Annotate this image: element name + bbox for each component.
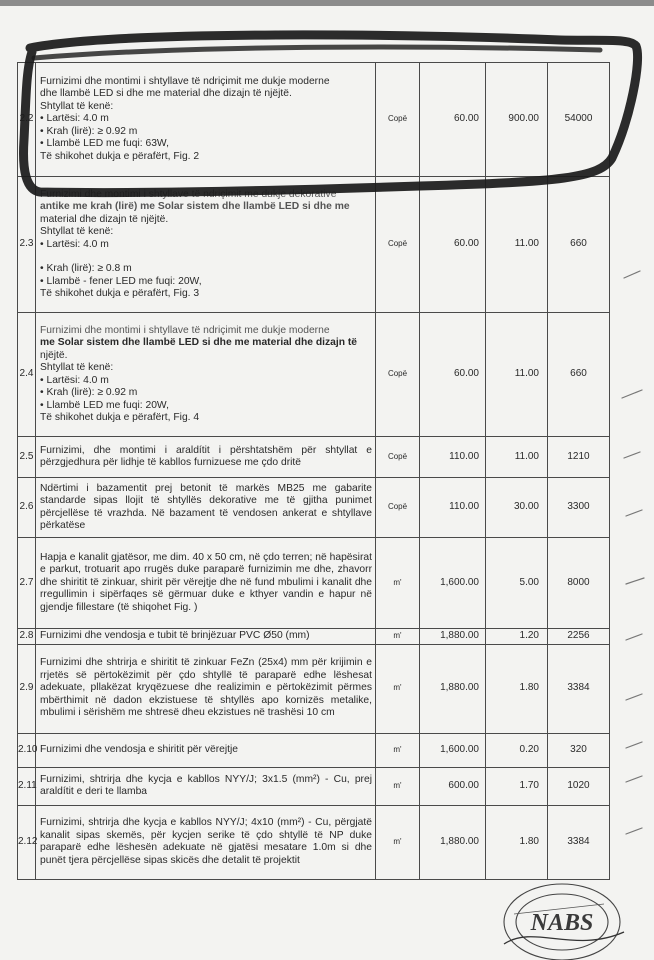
row-number: 2.8 [18,629,36,645]
row-number: 2.9 [18,644,36,733]
row-quantity: 60.00 [420,63,486,177]
row-quantity: 1,880.00 [420,629,486,645]
row-total: 2256 [548,629,610,645]
row-total: 660 [548,177,610,313]
table-row [18,538,610,629]
row-unit-price: 11.00 [486,313,548,437]
row-description: Furnizimi, dhe montimi i araldítit i përshtatshëm për shtyllat e përzgjedhura për lidhje të kabllos furnizuese me çdo dritë [36,437,376,478]
row-description: Furnizimi dhe vendosja e tubit të brinjëzuar PVC Ø50 (mm) [36,629,376,645]
row-quantity: 1,880.00 [420,805,486,879]
table-row [18,629,610,645]
row-total: 54000 [548,63,610,177]
row-unit-price: 1.80 [486,644,548,733]
row-number: 2.6 [18,478,36,538]
row-total: 3384 [548,644,610,733]
row-description: Furnizimi, shtrirja dhe kycja e kabllos NYY/J; 3x1.5 (mm²) - Cu, prej araldítit e deri te llamba [36,767,376,805]
row-unit-price: 11.00 [486,437,548,478]
row-total: 1210 [548,437,610,478]
row-unit: Copë [376,177,420,313]
row-unit-price: 0.20 [486,733,548,767]
bill-of-quantities-table [17,62,610,880]
row-unit: Copë [376,313,420,437]
row-description: Hapja e kanalit gjatësor, me dim. 40 x 50 cm, në çdo terren; në hapësirat e parkut, trotuarit apo rrugës duke paraparë furnizimin me dhe, zhavorr dhe shiritit të zinkuar, shirit për vërejtje dhe në fund mbulimi i kanalit dhe rregullimin i sipërfaqes së gërmuar duke e kthyer vandin e hapur në gjendje fillestare (të shiqohet Fig. ) [36,538,376,629]
table-row [18,478,610,538]
row-description: Furnizimi dhe montimi i shtyllave të ndriçimit me dukje moderne me Solar sistem dhe llambë LED si dhe me material dhe dizajn të njëjtë. Shtyllat të kenë: • Lartësi: 4.0 m • Krah (lirë): ≥ 0.92 m • Llambë LED me fuqi: 20W, Të shikohet dukja e përafërt, Fig. 4 [36,313,376,437]
row-unit-price: 900.00 [486,63,548,177]
row-unit: m' [376,733,420,767]
stamp-logo-text: NABS [530,910,594,936]
row-quantity: 1,880.00 [420,644,486,733]
row-total: 660 [548,313,610,437]
table-row [18,644,610,733]
table-row [18,313,610,437]
row-number: 2.5 [18,437,36,478]
row-unit: m' [376,629,420,645]
row-description: Furnizimi dhe vendosja e shiritit për vërejtje [36,733,376,767]
row-total: 320 [548,733,610,767]
row-description: Furnizimi dhe montimi i shtyllave të ndriçimit me dukje moderne dhe llambë LED si dhe me material dhe dizajn të njëjtë. Shtyllat të kenë: • Lartësi: 4.0 m • Krah (lirë): ≥ 0.92 m • Llambë LED me fuqi: 63W, Të shikohet dukja e përafërt, Fig. 2 [36,63,376,177]
row-unit: m' [376,767,420,805]
row-number: 2.12 [18,805,36,879]
company-stamp [484,874,634,960]
row-unit-price: 1.70 [486,767,548,805]
row-unit-price: 5.00 [486,538,548,629]
row-quantity: 60.00 [420,313,486,437]
row-unit-price: 11.00 [486,177,548,313]
row-number: 2.7 [18,538,36,629]
row-description: Furnizimi dhe montimi i shtyllave të ndriçimit me dukje dekorative antike me krah (lirë) me Solar sistem dhe llambë LED si dhe me material dhe dizajn të njëjtë. Shtyllat të kenë: • Lartësi: 4.0 m • Krah (lirë): ≥ 0.8 m • Llambë - fener LED me fuqi: 20W, Të shikohet dukja e përafërt, Fig. 3 [36,177,376,313]
row-number: 2.10 [18,733,36,767]
row-quantity: 600.00 [420,767,486,805]
row-quantity: 110.00 [420,478,486,538]
row-quantity: 110.00 [420,437,486,478]
row-quantity: 60.00 [420,177,486,313]
table-row [18,63,610,177]
row-unit: Copë [376,437,420,478]
row-unit: Copë [376,63,420,177]
row-description: Furnizimi, shtrirja dhe kycja e kabllos NYY/J; 4x10 (mm²) - Cu, përgjatë kanalit sipas skemës, për kycjen serike të çdo shtyllë të NP duke paraparë edhe lëshesën adekuate në gjatësi mesatare 1.0m si dhe punët tjera përcjellëse sipas skicës dhe detalit të projektit [36,805,376,879]
row-unit-price: 1.20 [486,629,548,645]
row-unit-price: 1.80 [486,805,548,879]
table-row [18,437,610,478]
table-row [18,805,610,879]
row-total: 3384 [548,805,610,879]
row-total: 8000 [548,538,610,629]
table-row [18,733,610,767]
top-edge-bar [0,0,654,6]
row-description: Furnizimi dhe shtrirja e shiritit të zinkuar FeZn (25x4) mm për krijimin e rrjetës së përtokëzimit për çdo shtyllë të paraparë edhe lëshesat adekuate, pllakëzat kryqëzuese dhe realizimin e përtokëzimit përmes mbërthimit në dadon ekzistuese të shtyllës apo kornizës metalike, mbulimi i sërishëm me shtresë dheu ekzistues në trashësi 10 cm [36,644,376,733]
row-number: 2.4 [18,313,36,437]
row-unit-price: 30.00 [486,478,548,538]
row-unit: m' [376,538,420,629]
table-row [18,177,610,313]
row-unit: m' [376,644,420,733]
row-description: Ndërtimi i bazamentit prej betonit të markës MB25 me gabarite standarde sipas llojit të shtyllës dekorative me të gjitha punimet përcjellëse të vrazhda. Në bazament të vendosen ankerat e shtyllave përkatëse [36,478,376,538]
row-total: 1020 [548,767,610,805]
row-number: 2.3 [18,177,36,313]
row-total: 3300 [548,478,610,538]
row-unit: Copë [376,478,420,538]
row-number: 2.11 [18,767,36,805]
row-number: 2.2 [18,63,36,177]
table-row [18,767,610,805]
row-quantity: 1,600.00 [420,538,486,629]
row-unit: m' [376,805,420,879]
row-quantity: 1,600.00 [420,733,486,767]
